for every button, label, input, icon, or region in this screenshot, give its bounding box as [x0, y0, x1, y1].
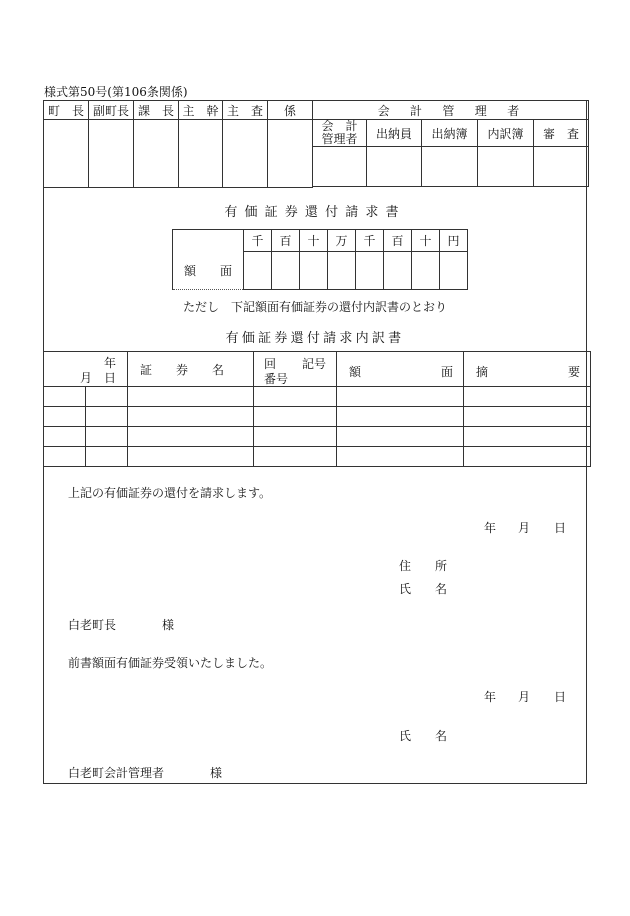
document-title: 有価証券還付請求書: [224, 205, 406, 220]
detail-cell[interactable]: [128, 447, 254, 467]
detail-header-summary: [464, 352, 591, 387]
detail-row: [44, 407, 591, 427]
detail-cell[interactable]: [337, 407, 464, 427]
detail-cell[interactable]: [464, 447, 591, 467]
accounting-table: [312, 100, 589, 187]
accounting-title: 会 計 管 理 者: [313, 101, 589, 120]
accounting-header-cashier: 出納員: [367, 120, 422, 147]
approval-header-supervisor: 主 査: [223, 101, 268, 120]
amount-note: ただし 下記額面有価証券の還付内訳書のとおり: [182, 300, 447, 314]
detail-row: [44, 447, 591, 467]
approval-header-clerk: 係: [268, 101, 313, 120]
accounting-manager-header: 会 計 管理者: [313, 120, 367, 147]
accounting-header-cash-book: 出納簿: [422, 120, 478, 147]
detail-cell[interactable]: [254, 447, 337, 467]
detail-header-round-symbol: [254, 352, 337, 387]
amount-label: 額 面: [173, 230, 244, 290]
request-date-month: 月: [518, 521, 531, 535]
approval-table: [43, 100, 313, 188]
detail-header-year: 年: [104, 356, 117, 370]
detail-header-amount: [337, 352, 464, 387]
digit-label: 千: [244, 230, 272, 252]
detail-header-amount-right: 面: [441, 365, 454, 379]
amount-digit-field[interactable]: [412, 252, 440, 290]
approval-stamp-box[interactable]: [134, 120, 179, 188]
detail-body: [44, 387, 591, 467]
detail-cell[interactable]: [86, 407, 128, 427]
detail-cell[interactable]: [44, 447, 86, 467]
amount-digit-field[interactable]: [328, 252, 356, 290]
accounting-stamp-box[interactable]: [367, 147, 422, 187]
accounting-header-audit: 審 査: [534, 120, 589, 147]
request-honorific: 様: [162, 618, 175, 632]
detail-cell[interactable]: [464, 407, 591, 427]
detail-cell[interactable]: [464, 427, 591, 447]
receipt-text: 前書額面有価証券受領いたしました。: [68, 656, 273, 670]
digit-label: 千: [356, 230, 384, 252]
request-address-label: 住 所: [399, 559, 448, 573]
accounting-stamp-box[interactable]: [313, 147, 367, 187]
approval-stamp-box[interactable]: [89, 120, 134, 188]
receipt-honorific: 様: [210, 766, 223, 780]
detail-cell[interactable]: [44, 387, 86, 407]
accounting-stamp-box[interactable]: [422, 147, 478, 187]
accounting-header-detail-book: 内訳簿: [478, 120, 534, 147]
request-name-label: 氏 名: [399, 582, 448, 596]
detail-cell[interactable]: [464, 387, 591, 407]
approval-stamp-box[interactable]: [268, 120, 313, 188]
approval-stamp-box[interactable]: [44, 120, 89, 188]
receipt-date-year: 年: [484, 690, 497, 704]
digit-label: 百: [272, 230, 300, 252]
detail-table: [43, 351, 591, 467]
request-text: 上記の有価証券の還付を請求します。: [68, 486, 272, 500]
request-date-day: 日: [554, 521, 567, 535]
detail-cell[interactable]: [86, 427, 128, 447]
amount-digit-field[interactable]: [300, 252, 328, 290]
accounting-stamp-box[interactable]: [478, 147, 534, 187]
detail-cell[interactable]: [128, 427, 254, 447]
receipt-addressee: 白老町会計管理者: [68, 766, 165, 780]
detail-cell[interactable]: [86, 387, 128, 407]
detail-header-amount-left: 額: [349, 365, 362, 379]
form-number-label: 様式第50号(第106条関係): [44, 85, 188, 99]
detail-header-date: [44, 352, 128, 387]
detail-header-month-day: 月 日: [80, 371, 117, 385]
detail-header-summary-right: 要: [568, 365, 581, 379]
digit-label: 万: [328, 230, 356, 252]
detail-cell[interactable]: [86, 447, 128, 467]
amount-table: [172, 229, 468, 290]
detail-row: [44, 387, 591, 407]
amount-digit-field[interactable]: [356, 252, 384, 290]
detail-cell[interactable]: [337, 387, 464, 407]
detail-header-summary-left: 摘: [476, 365, 489, 379]
detail-cell[interactable]: [44, 407, 86, 427]
amount-digit-field[interactable]: [384, 252, 412, 290]
detail-header-round: 回: [264, 357, 277, 371]
detail-header-name: 証 券 名: [128, 352, 254, 387]
detail-row: [44, 427, 591, 447]
amount-digit-field[interactable]: [244, 252, 272, 290]
digit-label: 十: [300, 230, 328, 252]
request-addressee: 白老町長: [68, 618, 117, 632]
detail-header-symbol: 記号: [302, 357, 327, 371]
detail-cell[interactable]: [128, 407, 254, 427]
detail-header-number: 番号: [264, 372, 289, 386]
approval-header-section-chief: 課 長: [134, 101, 179, 120]
digit-label: 百: [384, 230, 412, 252]
approval-header-chief-officer: 主 幹: [179, 101, 223, 120]
detail-cell[interactable]: [337, 427, 464, 447]
request-date-year: 年: [484, 521, 497, 535]
detail-cell[interactable]: [128, 387, 254, 407]
detail-cell[interactable]: [337, 447, 464, 467]
accounting-stamp-box[interactable]: [534, 147, 589, 187]
receipt-name-label: 氏 名: [399, 729, 448, 743]
digit-label: 十: [412, 230, 440, 252]
detail-cell[interactable]: [254, 387, 337, 407]
detail-cell[interactable]: [254, 407, 337, 427]
approval-header-mayor: 町 長: [44, 101, 89, 120]
detail-cell[interactable]: [254, 427, 337, 447]
approval-header-deputy-mayor: 副町長: [89, 101, 134, 120]
approval-stamp-box[interactable]: [179, 120, 223, 188]
amount-digit-field[interactable]: [272, 252, 300, 290]
detail-cell[interactable]: [44, 427, 86, 447]
approval-stamp-box[interactable]: [223, 120, 268, 188]
receipt-date-month: 月: [518, 690, 531, 704]
detail-title: 有価証券還付請求内訳書: [225, 331, 405, 346]
amount-digit-field[interactable]: [440, 252, 468, 290]
digit-label: 円: [440, 230, 468, 252]
receipt-date-day: 日: [554, 690, 567, 704]
